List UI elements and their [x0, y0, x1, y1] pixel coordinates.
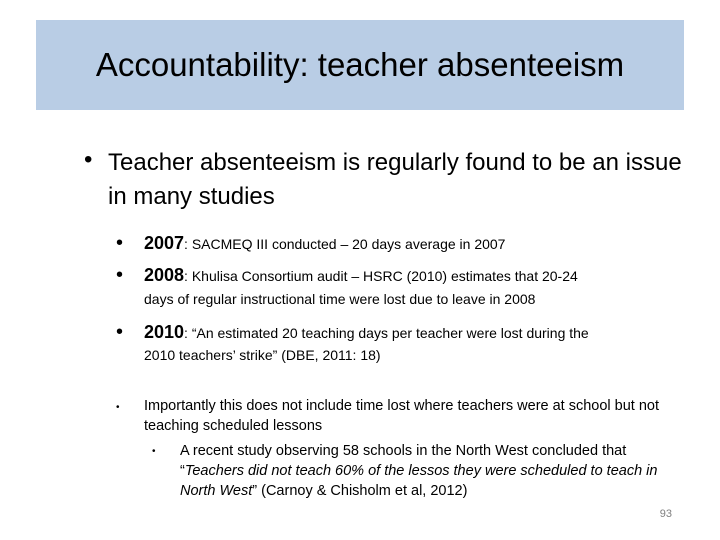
- sub-note-intro: A recent study observing 58 schools in the North West concluded that “: [180, 443, 627, 479]
- item-text: : Khulisa Consortium audit – HSRC (2010) estimates that 20-24: [184, 268, 578, 284]
- item-2007: [144, 231, 704, 256]
- year-label: 2008: [144, 265, 185, 285]
- item-2010: [144, 320, 704, 345]
- item-text: : “An estimated 20 teaching days per teacher were lost during the: [184, 325, 589, 341]
- sub-note: [180, 441, 680, 501]
- bullet-icon: •: [116, 321, 124, 343]
- sub-note-citation: ” (Carnoy & Chisholm et al, 2012): [252, 483, 468, 499]
- sub-note-quote: Teachers did not teach 60% of the lessos they were scheduled to teach in North West: [180, 463, 658, 499]
- item-2008: [144, 263, 704, 288]
- year-label: 2007: [144, 233, 185, 253]
- bullet-icon: •: [116, 232, 124, 254]
- bullet-icon: •: [116, 264, 124, 286]
- slide-title: Accountability: teacher absenteeism: [95, 46, 625, 83]
- note-bullet-icon: •: [116, 402, 120, 413]
- year-label: 2010: [144, 322, 185, 342]
- item-continuation: 2010 teachers’ strike” (DBE, 2011: 18): [144, 347, 381, 363]
- item-text: : SACMEQ III conducted – 20 days average in 2007: [184, 236, 506, 252]
- title-banner: [36, 20, 684, 110]
- main-bullet-icon: •: [84, 146, 93, 173]
- page-number: 93: [659, 508, 672, 520]
- main-bullet-text: Teacher absenteeism is regularly found to be an issue in many studies: [108, 149, 682, 210]
- note-text: Importantly this does not include time lost where teachers were at school but not teaching scheduled lessons: [144, 398, 660, 434]
- item-continuation: days of regular instructional time were lost due to leave in 2008: [144, 291, 536, 307]
- sub-bullet-icon: •: [152, 446, 156, 457]
